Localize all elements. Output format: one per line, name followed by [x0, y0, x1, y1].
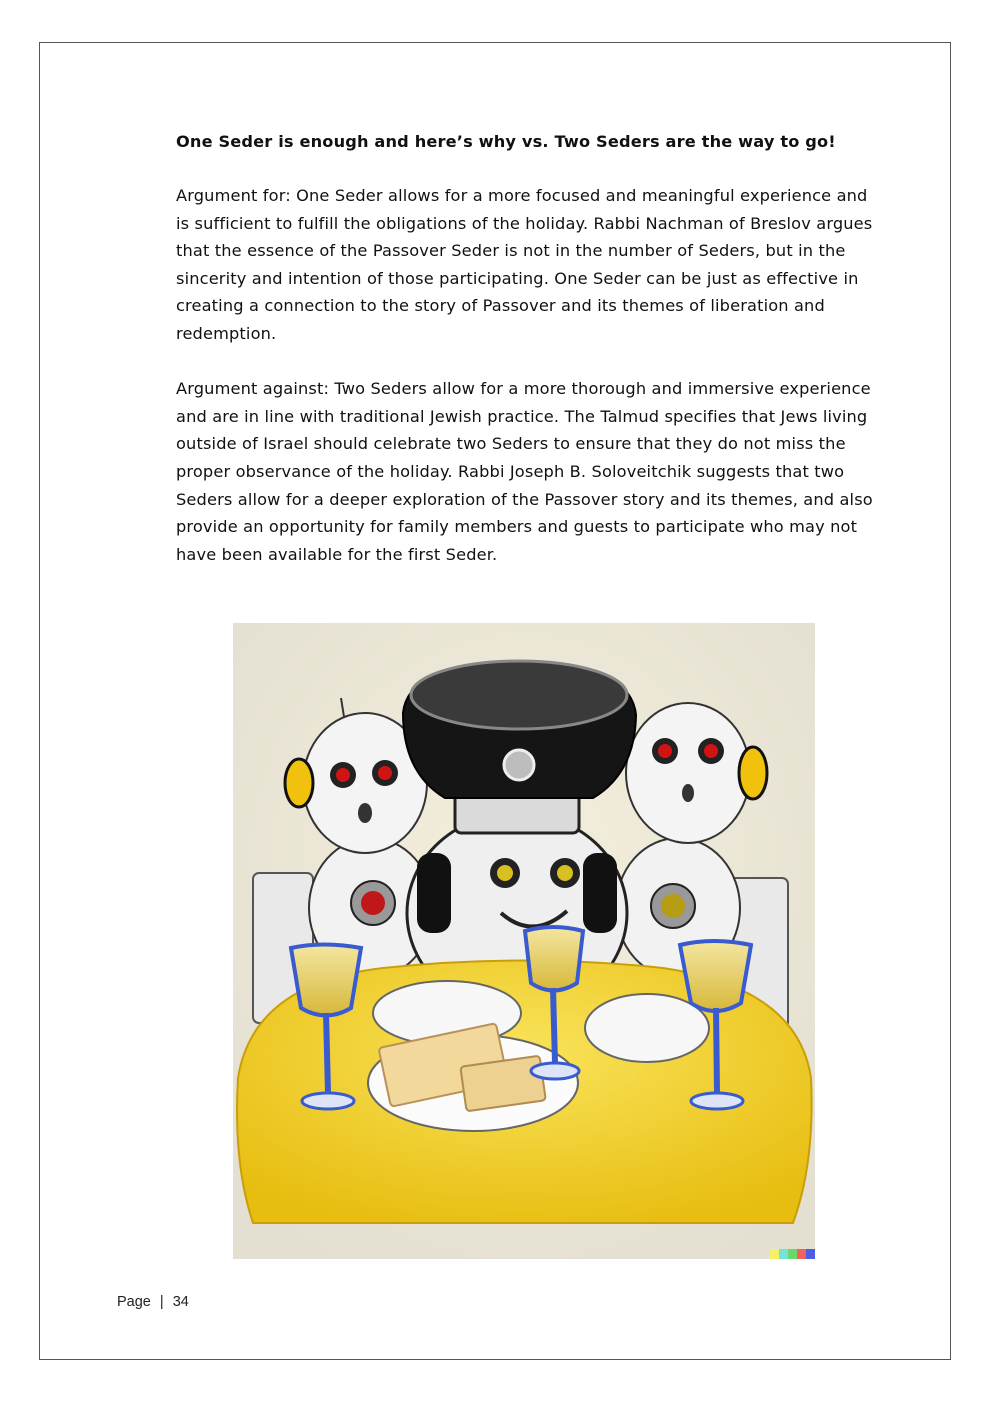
page-number: 34 — [172, 1294, 189, 1310]
page-footer — [117, 1294, 189, 1310]
page-label: Page — [117, 1294, 151, 1310]
color-watermark — [770, 1249, 815, 1259]
robots-seder-illustration — [233, 623, 815, 1259]
matzah-second — [460, 1056, 545, 1112]
document-body — [176, 128, 876, 596]
document-heading: One Seder is enough and here’s why vs. Two Seders are the way to go! — [176, 132, 836, 151]
argument-against-paragraph: Argument against: Two Seders allow for a more thorough and immersive experience and are in line with traditional Jewish practice. The Talmud specifies that Jews living outside of Israel should celebrate two Seders to ensure that they do not miss the proper observance of the holiday. Rabbi Joseph B. Soloveitchik suggests that two Seders allow for a deeper exploration of the Passover story and its themes, and also provide an opportunity for family members and guests to participate who may not have been available for the first Seder. — [176, 379, 873, 564]
argument-for-paragraph: Argument for: One Seder allows for a more focused and meaningful experience and is sufficient to fulfill the obligations of the holiday. Rabbi Nachman of Breslov argues that the essence of the Passover Seder is not in the number of Seders, but in the sincerity and intention of those participating. One Seder can be just as effective in creating a connection to the story of Passover and its themes of liberation and redemption. — [176, 186, 873, 343]
page-separator: | — [159, 1294, 164, 1310]
